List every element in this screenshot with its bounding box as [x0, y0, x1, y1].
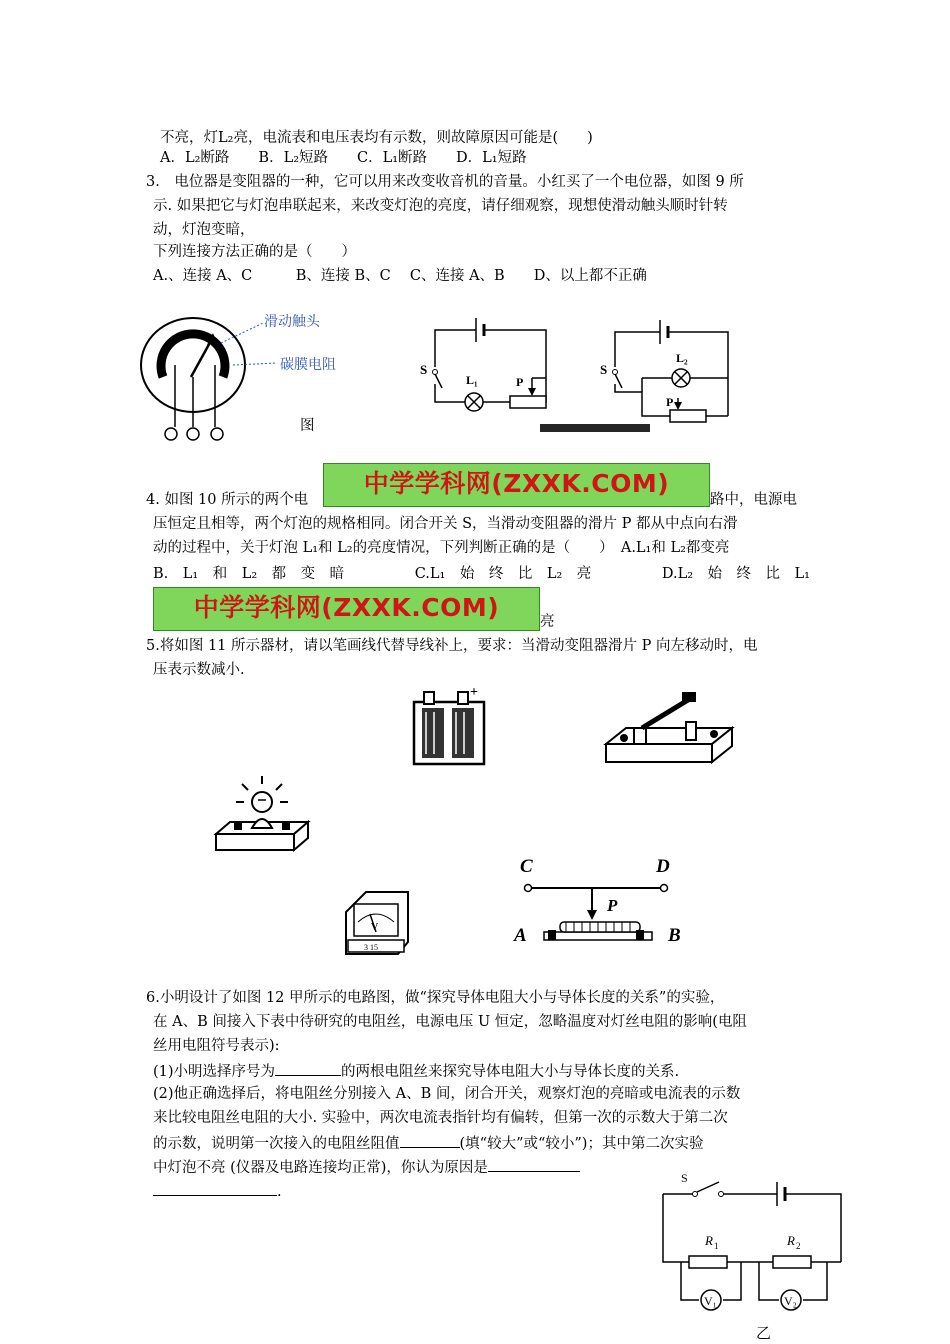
circuit-yi-v1-label: V₁ — [704, 1294, 717, 1308]
q4-text-line-1a: 4. 如图 10 所示的两个电 — [146, 492, 309, 508]
q6-part-1 — [153, 1060, 679, 1082]
rheostat-label-c: C — [520, 856, 533, 877]
switch-label-s: S — [420, 362, 428, 377]
q6-part-1-suffix: 的两根电阻丝来探究导体电阻大小与导体长度的关系. — [341, 1064, 680, 1080]
lamp-illustration — [212, 770, 312, 856]
q6-part-2-line-5-end: . — [277, 1184, 282, 1200]
rheostat-illustration — [520, 880, 670, 948]
label-sliding-contact: 滑动触头 — [264, 314, 320, 330]
q6-part-2-line-4 — [153, 1156, 580, 1178]
switch-label-s-2: S — [600, 362, 608, 377]
q6-text-line-1: 6.小明设计了如图 12 甲所示的电路图，做“探究导体电阻大小与导体长度的关系”的实验， — [146, 990, 725, 1006]
slider-label-p: P — [516, 375, 524, 389]
battery-plus-label: + — [470, 685, 478, 700]
knife-switch-illustration — [602, 684, 737, 766]
circuit-yi-caption: 乙 — [756, 1324, 772, 1342]
rheostat-label-b: B — [668, 925, 681, 946]
circuit-yi-switch-label: S — [681, 1171, 688, 1185]
watermark-banner-2: 中学学科网(ZXXK.COM) — [153, 587, 540, 631]
q6-part-2-line-3-suffix: (填“较大”或“较小”)；其中第二次实验 — [459, 1136, 704, 1152]
circuit-yi-r1-label: R — [705, 1233, 713, 1248]
circuit-diagrams — [410, 312, 740, 432]
q6-part-2-line-3-prefix: 的示数，说明第一次接入的电阻丝阻值 — [153, 1136, 400, 1152]
q4-tail: 亮 — [540, 614, 555, 630]
q6-text-line-3: 丝用电阻符号表示): — [153, 1038, 280, 1054]
q2-options: A．L₂断路 B．L₂短路 C．L₁断路 D．L₁短路 — [160, 150, 527, 166]
rheostat-label-p: P — [607, 896, 618, 915]
lamp-label-l2: L₂ — [676, 351, 688, 365]
circuit-yi-r2-label: R — [787, 1233, 795, 1248]
q3-options: A.、连接 A、C B、连接 B、C C、连接 A、B D、以上都不正确 — [153, 268, 647, 284]
watermark-banner-1: 中学学科网(ZXXK.COM) — [323, 463, 710, 507]
q3-text-line-3: 动，灯泡变暗， — [153, 222, 255, 238]
q6-part-2-line-1: (2)他正确选择后，将电阻丝分别接入 A、B 间，闭合开关，观察灯泡的亮暗或电流表的示数 — [153, 1086, 741, 1102]
q6-part-2-line-2: 来比较电阻丝电阻的大小. 实验中，两次电流表指针均有偏转，但第一次的示数大于第二次 — [153, 1110, 728, 1126]
circuit-yi-r2-subscript: 2 — [796, 1241, 801, 1251]
q6-part-2-line-3 — [153, 1132, 703, 1154]
q4-option-b: B. L₁ 和 L₂ 都 变 暗 — [153, 566, 345, 582]
q3-text-line-4: 下列连接方法正确的是（ ） — [153, 244, 356, 260]
voltmeter-scale-label: 3 15 — [364, 943, 378, 952]
q3-text-line-2: 示. 如果把它与灯泡串联起来，来改变灯泡的亮度，请仔细观察，现想使滑动触头顺时针转 — [153, 198, 728, 214]
q4-option-c: C.L₁ 始 终 比 L₂ 亮 — [414, 566, 592, 582]
q4-option-d: D.L₂ 始 终 比 L₁ — [661, 566, 810, 582]
rheostat-label-a: A — [514, 925, 527, 946]
q6-part-2-line-4-text: 中灯泡不亮 (仪器及电路连接均正常)，你认为原因是 — [153, 1160, 488, 1176]
q6-text-line-2: 在 A、B 间接入下表中待研究的电阻丝，电源电压 U 恒定，忽略温度对灯丝电阻的影响(电阻 — [153, 1014, 747, 1030]
battery-illustration — [408, 684, 488, 772]
q4-text-line-3: 动的过程中，关于灯泡 L₁和 L₂的亮度情况，下列判断正确的是（ ） A.L₁和 L₂都变亮 — [153, 540, 730, 556]
q6-blank-2[interactable] — [400, 1132, 460, 1148]
q2-text-line: 不亮，灯L₂亮，电流表和电压表均有示数，则故障原因可能是( ) — [160, 130, 593, 146]
slider-label-p-2: P — [666, 395, 674, 409]
circuit-yi-diagram — [655, 1170, 850, 1320]
q6-blank-1[interactable] — [275, 1060, 341, 1076]
circuit-yi-r1-subscript: 1 — [714, 1241, 719, 1251]
q3-text-line-1: 3. 电位器是变阻器的一种，它可以用来改变收音机的音量。小红买了一个电位器，如图 9 所 — [146, 174, 744, 190]
q6-blank-4[interactable] — [153, 1180, 277, 1196]
potentiometer-figure — [135, 305, 360, 447]
lamp-label-l1: L₁ — [466, 373, 478, 387]
q6-part-1-prefix: (1)小明选择序号为 — [153, 1064, 276, 1080]
q4-options-row — [153, 564, 810, 584]
q4-text-line-1b: 路中，电源电 — [710, 492, 797, 508]
voltmeter-v-label: V — [371, 922, 379, 933]
q5-text-line-2: 压表示数减小. — [153, 662, 245, 678]
q5-text-line-1: 5.将如图 11 所示器材，请以笔画线代替导线补上，要求：当滑动变阻器滑片 P 向左移动时，电 — [146, 638, 758, 654]
q4-text-line-2: 压恒定且相等，两个灯泡的规格相同。闭合开关 S，当滑动变阻器的滑片 P 都从中点向右滑 — [153, 516, 738, 532]
label-carbon-film: 碳膜电阻 — [280, 357, 336, 373]
circuit-yi-v2-label: V₂ — [784, 1294, 797, 1308]
q6-part-2-line-5 — [153, 1180, 282, 1202]
rheostat-label-d: D — [656, 856, 670, 877]
voltmeter-illustration — [340, 888, 420, 960]
q6-blank-3[interactable] — [488, 1156, 580, 1172]
figure-caption: 图 — [300, 418, 315, 434]
